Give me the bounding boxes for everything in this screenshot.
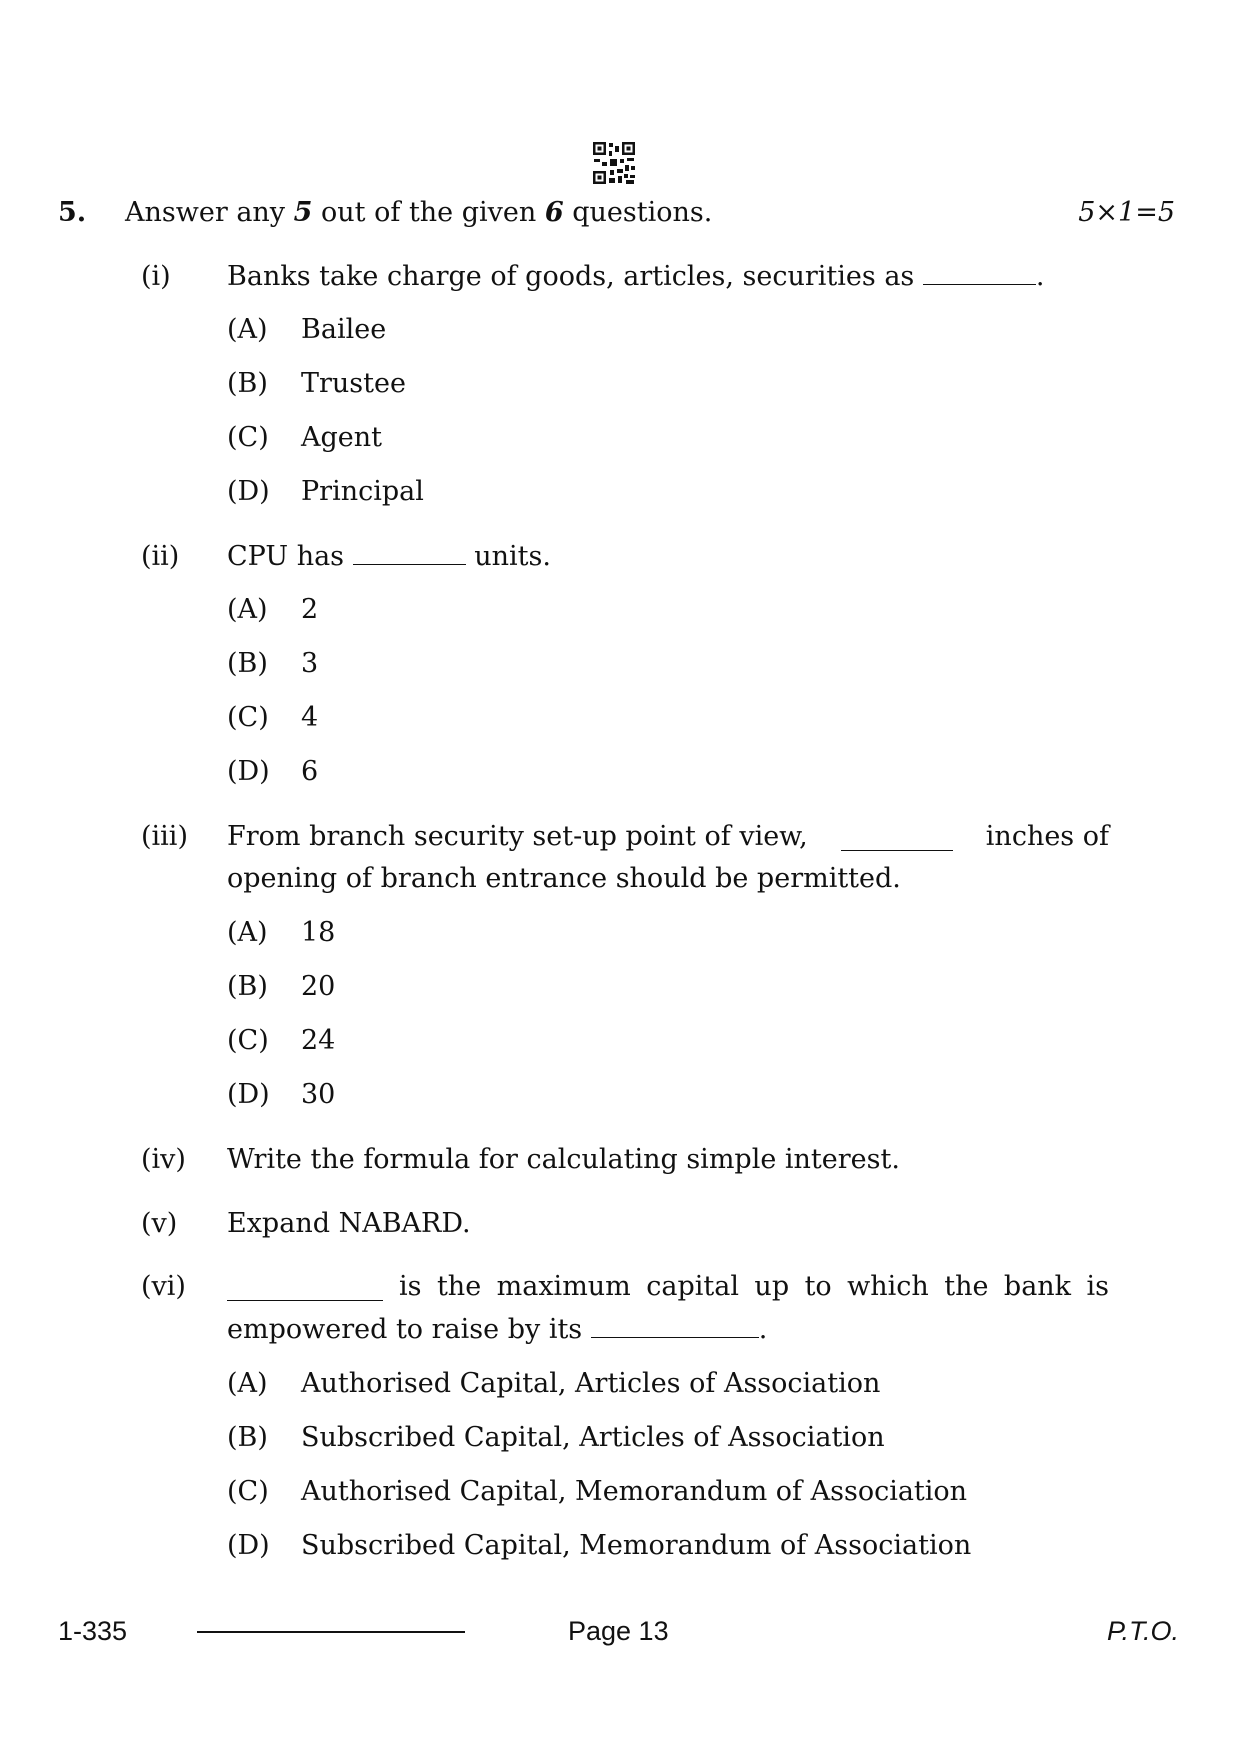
answer-blank <box>841 826 953 851</box>
option-text: Subscribed Capital, Articles of Association <box>301 1422 885 1453</box>
option-text: 30 <box>301 1079 336 1110</box>
item-label-i: (i) <box>141 261 171 292</box>
option-label: (A) <box>227 1368 268 1399</box>
option-text: Authorised Capital, Memorandum of Association <box>301 1476 968 1507</box>
answer-blank <box>353 540 466 565</box>
option-text: Agent <box>301 422 382 453</box>
question-instruction: Answer any 5 out of the given 6 questions. <box>125 197 713 228</box>
item-label-v: (v) <box>141 1208 178 1239</box>
item-label-ii: (ii) <box>141 541 180 572</box>
item-text-iv: Write the formula for calculating simple interest. <box>227 1144 900 1175</box>
option-text: 2 <box>301 594 319 625</box>
item-text-iii-line1: From branch security set-up point of view, inches of <box>227 821 1109 852</box>
item-text-v: Expand NABARD. <box>227 1208 471 1239</box>
option-label: (B) <box>227 1422 268 1453</box>
option-label: (C) <box>227 702 269 733</box>
option-label: (D) <box>227 476 270 507</box>
item-text-iii-line2: opening of branch entrance should be permitted. <box>227 863 901 894</box>
paper-code: 1-335 <box>58 1616 128 1646</box>
option-text: Authorised Capital, Articles of Association <box>301 1368 881 1399</box>
item-text-vi-line2: empowered to raise by its . <box>227 1314 768 1345</box>
answer-blank <box>227 1276 383 1301</box>
option-text: 18 <box>301 917 336 948</box>
option-text: 20 <box>301 971 336 1002</box>
answer-blank <box>591 1313 759 1338</box>
item-label-vi: (vi) <box>141 1271 186 1302</box>
answer-blank <box>923 260 1036 285</box>
question-number: 5. <box>58 197 87 228</box>
qr-code-icon <box>592 141 636 185</box>
option-label: (B) <box>227 971 268 1002</box>
option-label: (D) <box>227 756 270 787</box>
option-text: 24 <box>301 1025 336 1056</box>
option-label: (A) <box>227 314 268 345</box>
option-label: (C) <box>227 1025 269 1056</box>
item-text-i: Banks take charge of goods, articles, securities as . <box>227 261 1045 292</box>
option-label: (A) <box>227 917 268 948</box>
item-text-ii: CPU has units. <box>227 541 551 572</box>
option-label: (D) <box>227 1079 270 1110</box>
option-label: (B) <box>227 368 268 399</box>
option-text: Subscribed Capital, Memorandum of Association <box>301 1530 972 1561</box>
option-text: Bailee <box>301 314 387 345</box>
item-label-iii: (iii) <box>141 821 188 852</box>
item-label-iv: (iv) <box>141 1144 186 1175</box>
option-text: 6 <box>301 756 319 787</box>
option-text: Trustee <box>301 368 406 399</box>
option-text: Principal <box>301 476 424 507</box>
option-label: (D) <box>227 1530 270 1561</box>
please-turn-over: P.T.O. <box>1106 1616 1179 1646</box>
footer-divider <box>197 1631 465 1633</box>
item-text-vi-line1: is the maximum capital up to which the bank is <box>227 1270 1109 1304</box>
option-label: (A) <box>227 594 268 625</box>
option-text: 3 <box>301 648 319 679</box>
option-label: (C) <box>227 1476 269 1507</box>
question-marks: 5×1=5 <box>1078 197 1175 228</box>
option-text: 4 <box>301 702 319 733</box>
page-number: Page 13 <box>568 1616 669 1646</box>
option-label: (C) <box>227 422 269 453</box>
option-label: (B) <box>227 648 268 679</box>
